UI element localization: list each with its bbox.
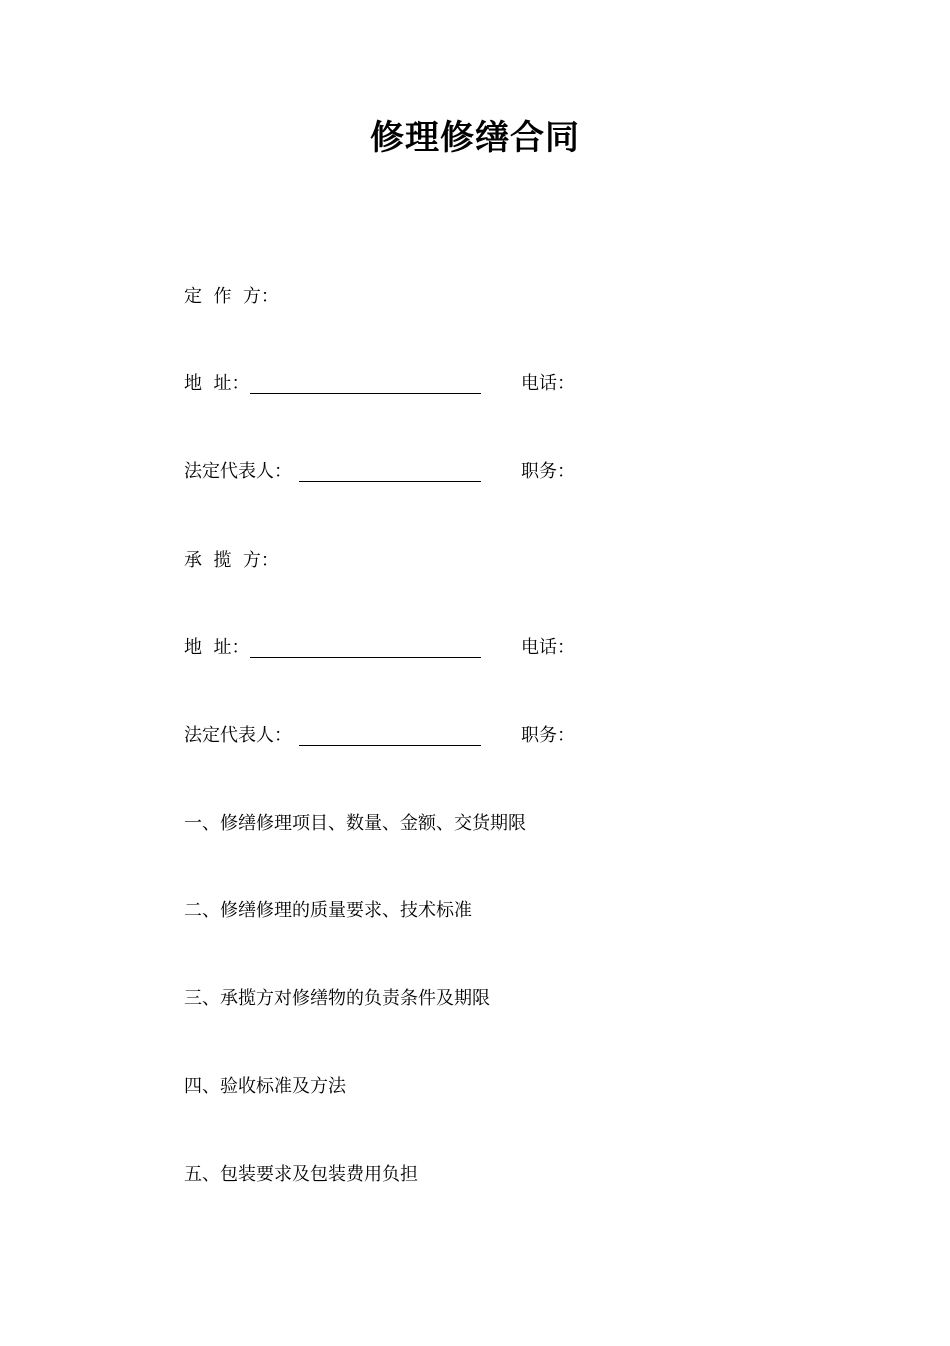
section-heading: 五、包装要求及包装费用负担 xyxy=(184,1164,418,1185)
contractor-rep-blank[interactable] xyxy=(299,745,481,746)
client-position-label: 职务： xyxy=(521,461,575,482)
contractor-rep-line xyxy=(184,724,584,748)
contractor-position-label: 职务： xyxy=(521,725,575,746)
document-title: 修理修缮合同 xyxy=(370,118,580,158)
client-party-line xyxy=(184,285,279,309)
contractor-party-label: 承 揽 方： xyxy=(184,550,279,571)
client-rep-label: 法定代表人： xyxy=(184,461,292,482)
client-address-line xyxy=(184,372,584,396)
client-phone-label: 电话： xyxy=(521,373,575,394)
contractor-rep-label: 法定代表人： xyxy=(184,725,292,746)
section-heading: 一、修缮修理项目、数量、金额、交货期限 xyxy=(184,813,526,834)
section-heading: 四、验收标准及方法 xyxy=(184,1076,346,1097)
client-rep-blank[interactable] xyxy=(299,481,481,482)
contractor-phone-label: 电话： xyxy=(521,637,575,658)
section-heading: 三、承揽方对修缮物的负责条件及期限 xyxy=(184,988,490,1009)
client-rep-line xyxy=(184,460,584,484)
client-party-label: 定 作 方： xyxy=(184,286,279,307)
contractor-address-line xyxy=(184,636,584,660)
contractor-address-blank[interactable] xyxy=(250,657,481,658)
contractor-party-line xyxy=(184,549,279,573)
section-heading: 二、修缮修理的质量要求、技术标准 xyxy=(184,900,472,921)
contractor-address-label: 地 址： xyxy=(184,637,250,658)
client-address-blank[interactable] xyxy=(250,393,481,394)
client-address-label: 地 址： xyxy=(184,373,250,394)
